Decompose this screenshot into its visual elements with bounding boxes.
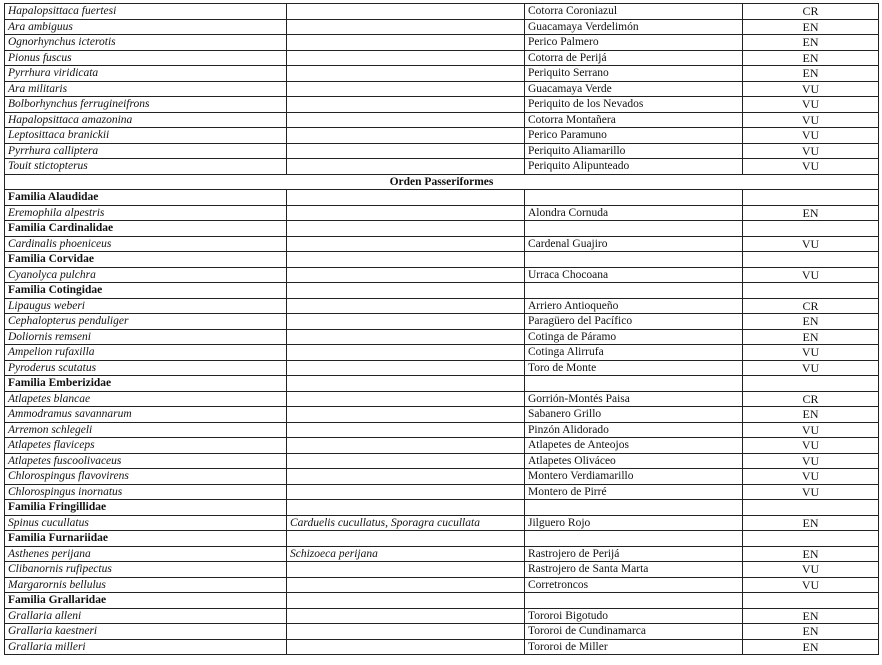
synonym — [287, 314, 525, 330]
common-name: Tororoi de Cundinamarca — [525, 624, 743, 640]
threat-category: EN — [743, 329, 879, 345]
species-row — [5, 143, 879, 159]
family-label: Familia Corvidae — [5, 252, 287, 268]
scientific-name: Cephalopterus penduliger — [5, 314, 287, 330]
threat-category: EN — [743, 515, 879, 531]
empty-cell — [525, 190, 743, 206]
common-name: Jilguero Rojo — [525, 515, 743, 531]
threat-category: EN — [743, 407, 879, 423]
common-name: Rastrojero de Perijá — [525, 546, 743, 562]
synonym — [287, 236, 525, 252]
common-name: Montero Verdiamarillo — [525, 469, 743, 485]
scientific-name: Cyanolyca pulchra — [5, 267, 287, 283]
species-row — [5, 205, 879, 221]
common-name: Paragüero del Pacífico — [525, 314, 743, 330]
species-row — [5, 407, 879, 423]
synonym — [287, 112, 525, 128]
document-page — [4, 3, 879, 655]
synonym — [287, 624, 525, 640]
synonym — [287, 484, 525, 500]
species-row — [5, 4, 879, 20]
species-row — [5, 624, 879, 640]
common-name: Periquito de los Nevados — [525, 97, 743, 113]
synonym — [287, 329, 525, 345]
order-label: Orden Passeriformes — [5, 174, 879, 190]
threat-category: CR — [743, 4, 879, 20]
threat-category: EN — [743, 50, 879, 66]
family-row — [5, 500, 879, 516]
family-label: Familia Emberizidae — [5, 376, 287, 392]
common-name: Cardenal Guajiro — [525, 236, 743, 252]
threat-category: VU — [743, 469, 879, 485]
synonym — [287, 66, 525, 82]
synonym — [287, 159, 525, 175]
species-row — [5, 360, 879, 376]
common-name: Alondra Cornuda — [525, 205, 743, 221]
synonym — [287, 422, 525, 438]
empty-cell — [525, 283, 743, 299]
scientific-name: Pyrrhura calliptera — [5, 143, 287, 159]
empty-cell — [287, 252, 525, 268]
family-row — [5, 252, 879, 268]
scientific-name: Chlorospingus flavovirens — [5, 469, 287, 485]
species-row — [5, 391, 879, 407]
family-label: Familia Alaudidae — [5, 190, 287, 206]
empty-cell — [743, 190, 879, 206]
threat-category: VU — [743, 453, 879, 469]
synonym — [287, 407, 525, 423]
scientific-name: Ara ambiguus — [5, 19, 287, 35]
scientific-name: Asthenes perijana — [5, 546, 287, 562]
synonym — [287, 391, 525, 407]
species-row — [5, 608, 879, 624]
species-row — [5, 236, 879, 252]
threat-category: VU — [743, 112, 879, 128]
common-name: Sabanero Grillo — [525, 407, 743, 423]
scientific-name: Pionus fuscus — [5, 50, 287, 66]
empty-cell — [525, 376, 743, 392]
scientific-name: Doliornis remseni — [5, 329, 287, 345]
common-name: Guacamaya Verde — [525, 81, 743, 97]
threat-category: CR — [743, 391, 879, 407]
empty-cell — [743, 283, 879, 299]
species-row — [5, 577, 879, 593]
family-row — [5, 283, 879, 299]
species-row — [5, 562, 879, 578]
threat-category: VU — [743, 267, 879, 283]
synonym — [287, 267, 525, 283]
common-name: Tororoi Bigotudo — [525, 608, 743, 624]
scientific-name: Bolborhynchus ferrugineifrons — [5, 97, 287, 113]
species-row — [5, 453, 879, 469]
empty-cell — [743, 376, 879, 392]
common-name: Atlapetes Oliváceo — [525, 453, 743, 469]
scientific-name: Ara militaris — [5, 81, 287, 97]
threat-category: VU — [743, 422, 879, 438]
threat-category: VU — [743, 438, 879, 454]
empty-cell — [525, 593, 743, 609]
species-row — [5, 35, 879, 51]
species-row — [5, 345, 879, 361]
threat-category: VU — [743, 360, 879, 376]
scientific-name: Ognorhynchus icterotis — [5, 35, 287, 51]
threat-category: EN — [743, 624, 879, 640]
species-row — [5, 546, 879, 562]
threat-category: CR — [743, 298, 879, 314]
threatened-birds-table — [4, 3, 879, 655]
threat-category: EN — [743, 205, 879, 221]
synonym — [287, 143, 525, 159]
empty-cell — [525, 221, 743, 237]
scientific-name: Margarornis bellulus — [5, 577, 287, 593]
family-label: Familia Fringillidae — [5, 500, 287, 516]
species-row — [5, 19, 879, 35]
common-name: Periquito Serrano — [525, 66, 743, 82]
species-row — [5, 159, 879, 175]
threat-category: EN — [743, 19, 879, 35]
synonym — [287, 298, 525, 314]
species-row — [5, 66, 879, 82]
synonym — [287, 50, 525, 66]
family-row — [5, 376, 879, 392]
scientific-name: Leptosittaca branickii — [5, 128, 287, 144]
common-name: Cotinga de Páramo — [525, 329, 743, 345]
common-name: Perico Paramuno — [525, 128, 743, 144]
common-name: Tororoi de Miller — [525, 639, 743, 655]
threat-category: EN — [743, 608, 879, 624]
common-name: Periquito Alipunteado — [525, 159, 743, 175]
empty-cell — [525, 500, 743, 516]
scientific-name: Atlapetes blancae — [5, 391, 287, 407]
species-row — [5, 329, 879, 345]
empty-cell — [743, 593, 879, 609]
scientific-name: Spinus cucullatus — [5, 515, 287, 531]
family-label: Familia Grallaridae — [5, 593, 287, 609]
threat-category: EN — [743, 546, 879, 562]
scientific-name: Pyrrhura viridicata — [5, 66, 287, 82]
empty-cell — [525, 252, 743, 268]
scientific-name: Lipaugus weberi — [5, 298, 287, 314]
threat-category: VU — [743, 159, 879, 175]
empty-cell — [287, 593, 525, 609]
synonym — [287, 438, 525, 454]
threat-category: EN — [743, 639, 879, 655]
family-label: Familia Cotingidae — [5, 283, 287, 299]
common-name: Cotorra de Perijá — [525, 50, 743, 66]
common-name: Guacamaya Verdelimón — [525, 19, 743, 35]
scientific-name: Hapalopsittaca amazonina — [5, 112, 287, 128]
scientific-name: Hapalopsittaca fuertesi — [5, 4, 287, 20]
common-name: Rastrojero de Santa Marta — [525, 562, 743, 578]
scientific-name: Atlapetes fuscoolivaceus — [5, 453, 287, 469]
common-name: Corretroncos — [525, 577, 743, 593]
common-name: Perico Palmero — [525, 35, 743, 51]
threat-category: VU — [743, 577, 879, 593]
species-row — [5, 50, 879, 66]
threat-category: VU — [743, 81, 879, 97]
empty-cell — [287, 283, 525, 299]
synonym — [287, 205, 525, 221]
common-name: Cotorra Coroniazul — [525, 4, 743, 20]
empty-cell — [287, 221, 525, 237]
threat-category: EN — [743, 35, 879, 51]
synonym — [287, 639, 525, 655]
empty-cell — [287, 531, 525, 547]
synonym — [287, 360, 525, 376]
species-row — [5, 97, 879, 113]
threat-category: EN — [743, 314, 879, 330]
empty-cell — [743, 221, 879, 237]
threat-category: VU — [743, 97, 879, 113]
threat-category: VU — [743, 562, 879, 578]
common-name: Gorrión-Montés Paisa — [525, 391, 743, 407]
scientific-name: Atlapetes flaviceps — [5, 438, 287, 454]
synonym — [287, 608, 525, 624]
scientific-name: Chlorospingus inornatus — [5, 484, 287, 500]
empty-cell — [743, 500, 879, 516]
order-row — [5, 174, 879, 190]
empty-cell — [287, 190, 525, 206]
common-name: Toro de Monte — [525, 360, 743, 376]
common-name: Pinzón Alidorado — [525, 422, 743, 438]
empty-cell — [525, 531, 743, 547]
synonym: Carduelis cucullatus, Sporagra cucullata — [287, 515, 525, 531]
species-row — [5, 112, 879, 128]
common-name: Periquito Aliamarillo — [525, 143, 743, 159]
scientific-name: Pyroderus scutatus — [5, 360, 287, 376]
threat-category: EN — [743, 66, 879, 82]
scientific-name: Touit stictopterus — [5, 159, 287, 175]
species-row — [5, 484, 879, 500]
scientific-name: Eremophila alpestris — [5, 205, 287, 221]
threat-category: VU — [743, 484, 879, 500]
synonym: Schizoeca perijana — [287, 546, 525, 562]
threat-category: VU — [743, 128, 879, 144]
family-label: Familia Furnariidae — [5, 531, 287, 547]
synonym — [287, 19, 525, 35]
synonym — [287, 81, 525, 97]
common-name: Montero de Pirré — [525, 484, 743, 500]
species-row — [5, 422, 879, 438]
common-name: Cotorra Montañera — [525, 112, 743, 128]
empty-cell — [287, 376, 525, 392]
common-name: Arriero Antioqueño — [525, 298, 743, 314]
scientific-name: Grallaria kaestneri — [5, 624, 287, 640]
common-name: Atlapetes de Anteojos — [525, 438, 743, 454]
scientific-name: Clibanornis rufipectus — [5, 562, 287, 578]
species-row — [5, 128, 879, 144]
synonym — [287, 453, 525, 469]
empty-cell — [743, 531, 879, 547]
species-row — [5, 267, 879, 283]
synonym — [287, 577, 525, 593]
scientific-name: Ampelion rufaxilla — [5, 345, 287, 361]
family-row — [5, 190, 879, 206]
family-label: Familia Cardinalidae — [5, 221, 287, 237]
species-row — [5, 314, 879, 330]
scientific-name: Cardinalis phoeniceus — [5, 236, 287, 252]
family-row — [5, 221, 879, 237]
synonym — [287, 469, 525, 485]
scientific-name: Arremon schlegeli — [5, 422, 287, 438]
threat-category: VU — [743, 345, 879, 361]
threat-category: VU — [743, 236, 879, 252]
family-row — [5, 531, 879, 547]
synonym — [287, 35, 525, 51]
synonym — [287, 345, 525, 361]
empty-cell — [743, 252, 879, 268]
scientific-name: Grallaria alleni — [5, 608, 287, 624]
empty-cell — [287, 500, 525, 516]
species-row — [5, 438, 879, 454]
common-name: Urraca Chocoana — [525, 267, 743, 283]
family-row — [5, 593, 879, 609]
synonym — [287, 4, 525, 20]
species-row — [5, 515, 879, 531]
table-body — [5, 4, 879, 655]
synonym — [287, 97, 525, 113]
synonym — [287, 562, 525, 578]
common-name: Cotinga Alirrufa — [525, 345, 743, 361]
species-row — [5, 639, 879, 655]
scientific-name: Grallaria milleri — [5, 639, 287, 655]
species-row — [5, 298, 879, 314]
scientific-name: Ammodramus savannarum — [5, 407, 287, 423]
synonym — [287, 128, 525, 144]
species-row — [5, 81, 879, 97]
species-row — [5, 469, 879, 485]
threat-category: VU — [743, 143, 879, 159]
